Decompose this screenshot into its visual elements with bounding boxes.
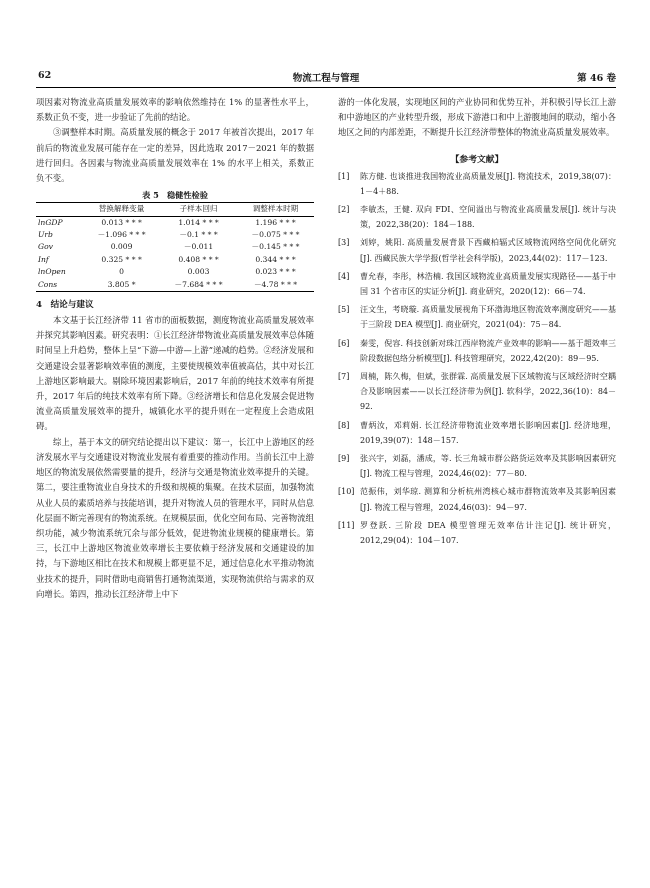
right-column bbox=[338, 95, 616, 551]
reference-item bbox=[338, 235, 616, 265]
journal-title: 物流工程与管理 bbox=[292, 73, 360, 84]
table-cell: －0.1 * * * bbox=[179, 230, 218, 240]
table-cell: 0.013 * * * bbox=[101, 217, 142, 227]
reference-text: 李敏杰，王健. 双向 FDI、空间溢出与物流业高质量发展[J]. 统计与决策，2022,38(20)：184－188. bbox=[360, 205, 616, 230]
table-header-cell: 替换解释变量 bbox=[83, 203, 160, 216]
paragraph: ③调整样本时期。高质量发展的概念于 2017 年被首次提出，2017 年前后的物流业发展可能存在一定的差异，因此选取 2017－2021 年的数据进行回归。各因素与物流业高质量发展效率在 1% 的水平上相关，系数正负不变。 bbox=[36, 127, 314, 184]
reference-number: [3] bbox=[338, 238, 350, 248]
reference-text: 张兴宇，刘磊，潘成，等. 长三角城市群公路货运效率及其影响因素研究[J]. 物流工程与管理，2024,46(02)：77－80. bbox=[360, 454, 616, 479]
reference-number: [5] bbox=[338, 305, 350, 315]
table-cell: －0.145 * * * bbox=[251, 242, 300, 252]
table-row bbox=[36, 254, 314, 266]
table-cell: 1.014 * * * bbox=[178, 217, 219, 227]
table-cell: －7.684 * * * bbox=[160, 279, 237, 292]
reference-item bbox=[338, 336, 616, 366]
reference-text: 周楠，陈久梅，但斌，张群霖. 高质量发展下区域物流与区域经济时空耦合及影响因素——以长江经济带为例[J]. 软科学，2022,36(10)：84－92. bbox=[360, 372, 616, 412]
table-cell: Urb bbox=[38, 230, 53, 240]
reference-number: [2] bbox=[338, 205, 350, 215]
reference-item bbox=[338, 302, 616, 332]
table-row bbox=[36, 241, 314, 253]
reference-text: 秦雯，倪容. 科技创新对珠江西岸物流产业效率的影响——基于超效率三阶段数据包络分析模型[J]. 科技管理研究，2022,42(20)：89－95. bbox=[360, 338, 616, 363]
table-cell: 0.325 * * * bbox=[101, 254, 142, 264]
table-header-cell: 子样本回归 bbox=[160, 203, 237, 216]
reference-number: [1] bbox=[338, 171, 350, 181]
table-cell: －0.075 * * * bbox=[251, 230, 300, 240]
reference-item bbox=[338, 202, 616, 232]
reference-text: 罗登跃. 三阶段 DEA 模型管理无效率估计注记[J]. 统计研究，2012,29(04)：104－107. bbox=[360, 520, 616, 546]
reference-number: [8] bbox=[338, 420, 350, 430]
table-cell: Inf bbox=[38, 254, 49, 264]
paragraph: 项因素对物流业高质量发展效率的影响依然维持在 1% 的显著性水平上，系数正负不变，进一步验证了先前的结论。 bbox=[36, 97, 314, 123]
reference-text: 曹炳汝，邓莉娟. 长江经济带物流业效率增长影响因素[J]. 经济地理，2019,39(07)：148－157. bbox=[360, 420, 616, 445]
table-row bbox=[36, 279, 314, 292]
table-cell: 1.196 * * * bbox=[255, 217, 296, 227]
reference-list bbox=[338, 169, 616, 549]
header-rule bbox=[36, 87, 616, 88]
reference-number: [10] bbox=[338, 487, 355, 497]
left-column bbox=[36, 95, 314, 602]
reference-item bbox=[338, 418, 616, 448]
table-row bbox=[36, 229, 314, 241]
paragraph: 综上，基于本文的研究结论提出以下建议：第一，长江中上游地区的经济发展水平与交通建设对物流业发展有着重要的推动作用。当前长江中上游地区的物流发展依然需要量的提升，经济与交通是物流业效率提升的关键。第二，要注重物流业自身技术的升级和规模的集聚。在技术层面，加强物流从业人员的素质培养与技能培训，提升对物流人员的管理水平，同时从信息化层面不断完善现有的物流系统。在规模层面，优化空间布局、完善物流组织功能，减少物流系统冗余与部分低效，促进物流业规模的健康增长。第三，长江中上游地区物流业效率增长主要依赖于经济发展和交通建设的加持，与下游地区相比在技术和规模上都更显不足，通过信息化水平推动物流业技术的提升，同时借助电商销售打通物流渠道，实现物流供给与需求的双向增长。第四，推动长江经济带上中下 bbox=[36, 436, 314, 599]
table-cell: －0.011 bbox=[183, 242, 214, 252]
reference-item bbox=[338, 269, 616, 299]
table-cell: 0 bbox=[119, 267, 124, 277]
paragraph: 游的一体化发展，实现地区间的产业协同和优势互补，并积极引导长江上游和中游地区的产业转型升级，形成下游港口和中上游腹地间的联动，缩小各地区之间的内部差距，不断提升长江经济带整体的物流业高质量发展效率。 bbox=[338, 97, 616, 138]
page-number: 62 bbox=[38, 70, 52, 81]
reference-number: [6] bbox=[338, 338, 350, 348]
table-header-cell: 调整样本时期 bbox=[237, 203, 314, 216]
table-cell: 0.003 bbox=[187, 267, 210, 277]
reference-item bbox=[338, 484, 616, 514]
table-cell: Gov bbox=[38, 242, 53, 252]
running-header bbox=[36, 70, 616, 86]
reference-number: [4] bbox=[338, 271, 350, 281]
table-header-row bbox=[36, 203, 314, 216]
table-cell: 0.408 * * * bbox=[178, 254, 219, 264]
reference-text: 曹允春，李彤，林浩楠. 我国区域物流业高质量发展实现路径——基于中国 31 个省市区的实证分析[J]. 商业研究，2020(12)：66－74. bbox=[360, 271, 616, 297]
table-row bbox=[36, 266, 314, 278]
reference-text: 刘婷，姚阳. 高质量发展背景下西藏柏辐式区域物流网络空间优化研究[J]. 西藏民族大学学报(哲学社会科学版)，2023,44(02)：117－123. bbox=[360, 238, 616, 263]
reference-item bbox=[338, 169, 616, 199]
reference-text: 陈方健. 也谈推进我国物流业高质量发展[J]. 物流技术，2019,38(07)：1－4＋88. bbox=[360, 171, 616, 196]
reference-item bbox=[338, 518, 616, 548]
table-cell: 0.023 * * * bbox=[255, 267, 296, 277]
robustness-table bbox=[36, 202, 314, 292]
paragraph: 本文基于长江经济带 11 省市的面板数据，测度物流业高质量发展效率并探究其影响因素。研究表明：①长江经济带物流业高质量发展效率总体随时间呈上升趋势，整体上呈“下游—中游—上游”递减的趋势。②经济发展和交通建设会显著影响效率值的测度，主要使规模效率值被高估，其中对长江上游地区影响最大。剔除环境因素影响后，2017 年前的纯技术效率有所提升，2017 年后的纯技术效率有所下降。③经济增长和信息化发展会促进物流业高质量发展效率的提升，城镇化水平的提升则在一定程度上会造成阻碍。 bbox=[36, 315, 314, 432]
reference-text: 汪文生，考晓璇. 高质量发展视角下环渤海地区物流效率测度研究——基于三阶段 DEA 模型[J]. 商业研究，2021(04)：75－84. bbox=[360, 305, 616, 330]
table-cell: －1.096 * * * bbox=[97, 230, 146, 240]
table-cell: 0.009 bbox=[110, 242, 133, 252]
table-row bbox=[36, 216, 314, 229]
reference-text: 范振伟，刘华琼. 测算和分析杭州湾核心城市群物流效率及其影响因素[J]. 物流工程与管理，2024,46(03)：94－97. bbox=[360, 487, 616, 512]
table-title: 表 5 稳健性检验 bbox=[142, 190, 208, 201]
table-cell: 3.805 * bbox=[83, 279, 160, 292]
reference-number: [9] bbox=[338, 454, 350, 464]
table-cell: lnOpen bbox=[38, 267, 66, 277]
table-header-cell bbox=[36, 203, 83, 216]
section-heading: 4 结论与建议 bbox=[36, 300, 94, 311]
table-cell: －4.78 * * * bbox=[237, 279, 314, 292]
table-cell: lnGDP bbox=[38, 217, 63, 227]
table-cell: Cons bbox=[36, 279, 83, 292]
reference-item bbox=[338, 451, 616, 481]
volume-label: 第 46 卷 bbox=[577, 73, 616, 84]
reference-item bbox=[338, 369, 616, 415]
reference-number: [11] bbox=[338, 520, 355, 530]
references-heading: 【参考文献】 bbox=[450, 154, 504, 165]
reference-number: [7] bbox=[338, 372, 350, 382]
table-cell: 0.344 * * * bbox=[255, 254, 296, 264]
